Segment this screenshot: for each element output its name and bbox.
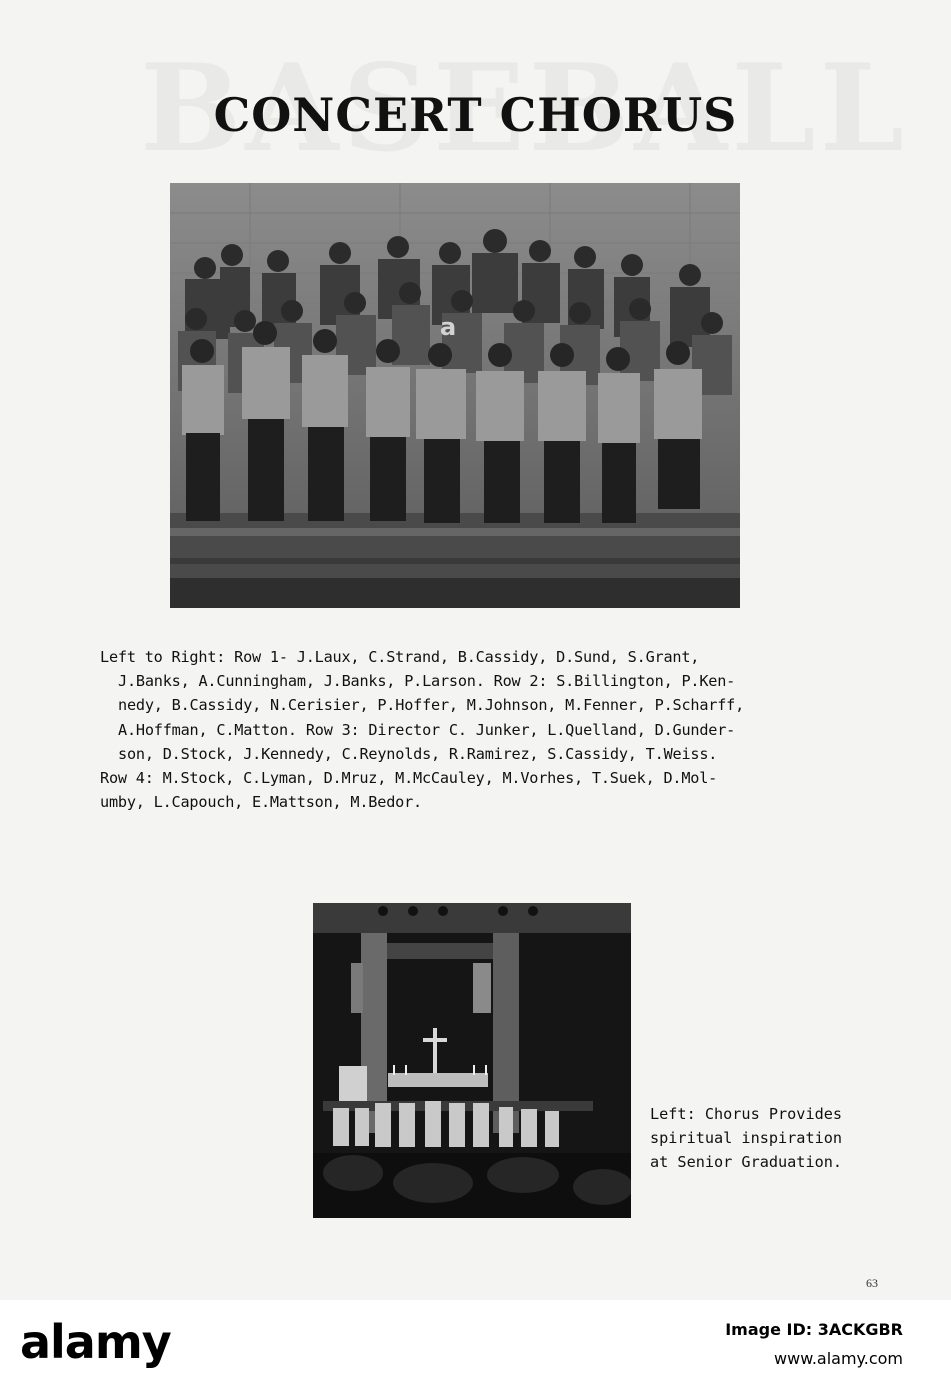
stock-logo: alamy [20, 1315, 171, 1369]
caption-line: son, D.Stock, J.Kennedy, C.Reynolds, R.Ramirez, S.Cassidy, T.Weiss. [118, 744, 718, 763]
photo-caption [100, 645, 860, 814]
side-caption-line: spiritual inspiration [650, 1129, 843, 1147]
graduation-photo [313, 903, 631, 1218]
watermark-mark: a [440, 313, 457, 341]
caption-line: umby, L.Capouch, E.Mattson, M.Bedor. [100, 793, 422, 812]
caption-line: nedy, B.Cassidy, N.Cerisier, P.Hoffer, M.Johnson, M.Fenner, P.Scharff, [118, 696, 745, 715]
caption-line: A.Hoffman, C.Matton. Row 3: Director C. Junker, L.Quelland, D.Gunder- [118, 720, 736, 739]
side-caption-line: at Senior Graduation. [650, 1153, 843, 1171]
image-id-label: Image ID: 3ACKGBR [725, 1320, 903, 1339]
caption-line: Left to Right: Row 1- J.Laux, C.Strand, B.Cassidy, D.Sund, S.Grant, [100, 648, 700, 666]
graduation-caption [650, 1102, 890, 1174]
page-number: 63 [866, 1276, 878, 1290]
side-caption-line: Left: Chorus Provides [650, 1105, 843, 1123]
stock-url: www.alamy.com [774, 1349, 903, 1368]
chorus-group-photo [170, 183, 740, 608]
page-title: CONCERT CHORUS [213, 88, 738, 142]
caption-line: J.Banks, A.Cunningham, J.Banks, P.Larson. Row 2: S.Billington, P.Ken- [118, 672, 736, 691]
caption-line: Row 4: M.Stock, C.Lyman, D.Mruz, M.McCauley, M.Vorhes, T.Suek, D.Mol- [100, 769, 718, 788]
